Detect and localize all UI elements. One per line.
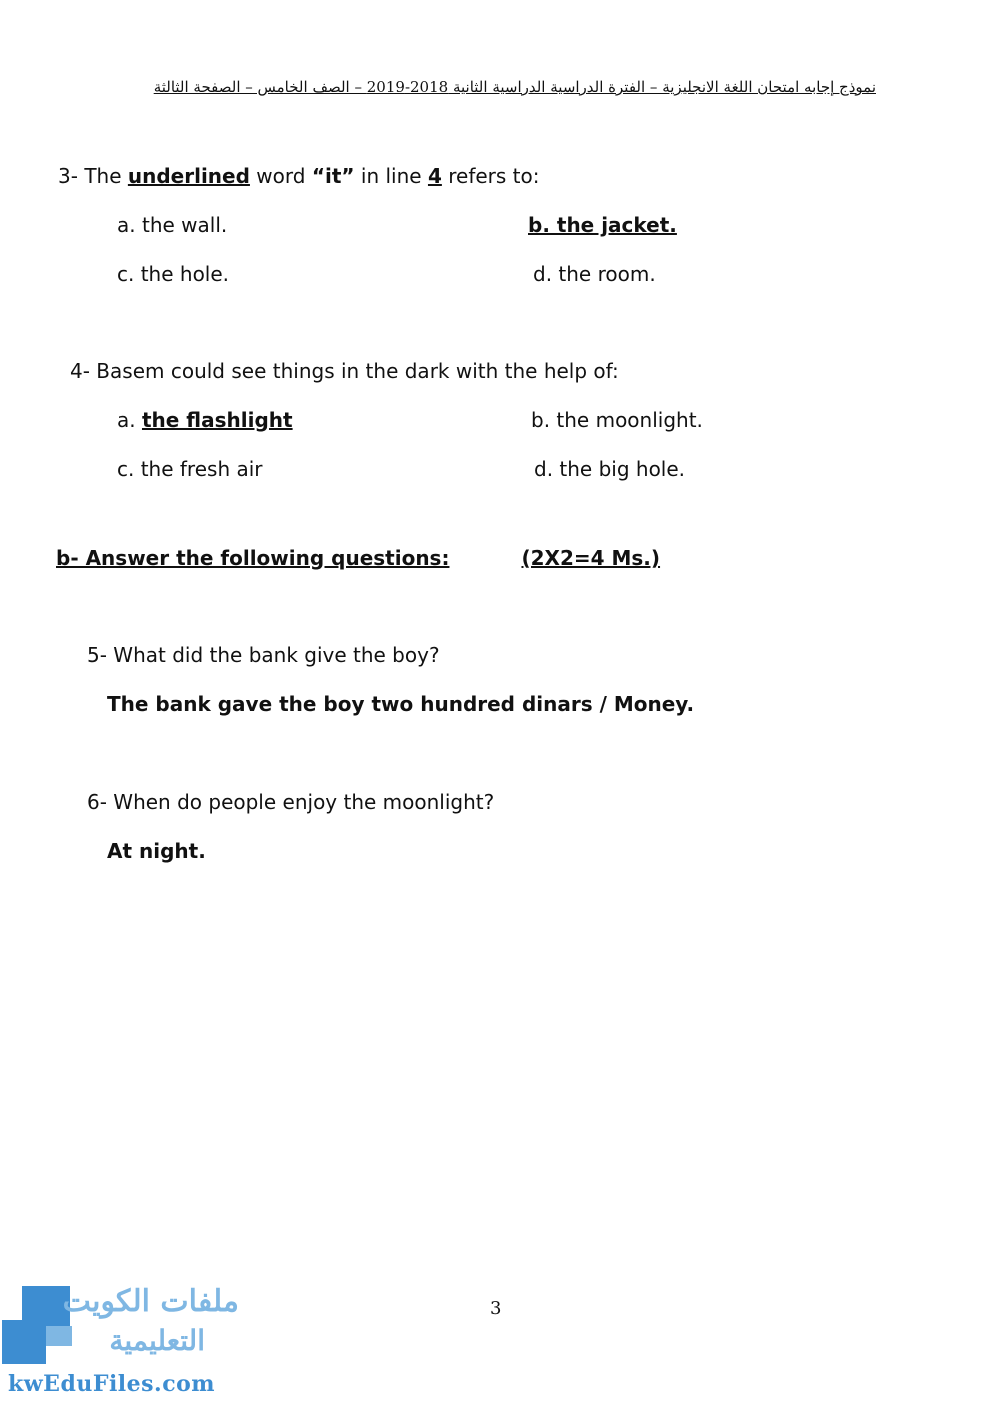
- q4-a-text: the flashlight: [141, 408, 293, 432]
- section-b-heading: [56, 546, 660, 570]
- q5-answer: The bank gave the boy two hundred dinars / Money.: [107, 692, 695, 716]
- q4-option-a-correct: [117, 408, 293, 432]
- page-number: 3: [490, 1298, 502, 1319]
- q3-number: 3-: [58, 164, 78, 188]
- q3-option-a: a. the wall.: [117, 213, 228, 237]
- q3-option-d: d. the room.: [533, 262, 656, 286]
- q3-option-c: c. the hole.: [117, 262, 230, 286]
- kwedufiles-logo: [0, 1282, 245, 1403]
- question-5: 5- What did the bank give the boy?: [87, 643, 440, 667]
- q3-mid1: word: [256, 164, 306, 188]
- q3-option-b-correct: b. the jacket.: [528, 213, 677, 237]
- logo-arabic-line1: ملفات الكويت: [62, 1284, 239, 1319]
- q3-pre: The: [84, 164, 122, 188]
- q4-option-b: b. the moonlight.: [531, 408, 703, 432]
- question-4: 4- Basem could see things in the dark with the help of:: [70, 359, 619, 383]
- q4-option-d: d. the big hole.: [534, 457, 686, 481]
- page-header: نموذج إجابه امتحان اللغة الانجليزية – الفترة الدراسية الدراسية الثانية 2018-2019 – الصف الخامس – الصفحة الثالثة: [153, 78, 876, 96]
- q6-answer: At night.: [107, 839, 206, 863]
- logo-english: kwEduFiles.com: [8, 1371, 216, 1397]
- logo-arabic-line2: التعليمية: [109, 1324, 205, 1357]
- section-b-marks: (2X2=4 Ms.): [521, 546, 661, 570]
- section-b-title: b- Answer the following questions:: [56, 546, 450, 570]
- q3-line-number: 4: [427, 164, 442, 188]
- q3-underlined-word: underlined: [127, 164, 250, 188]
- q4-option-c: c. the fresh air: [117, 457, 263, 481]
- q3-mid2: in line: [360, 164, 422, 188]
- q4-a-prefix: a.: [117, 408, 136, 432]
- question-3: [58, 164, 539, 188]
- q3-quoted-word: “it”: [311, 164, 355, 188]
- question-6: 6- When do people enjoy the moonlight?: [87, 790, 495, 814]
- q3-post: refers to:: [448, 164, 540, 188]
